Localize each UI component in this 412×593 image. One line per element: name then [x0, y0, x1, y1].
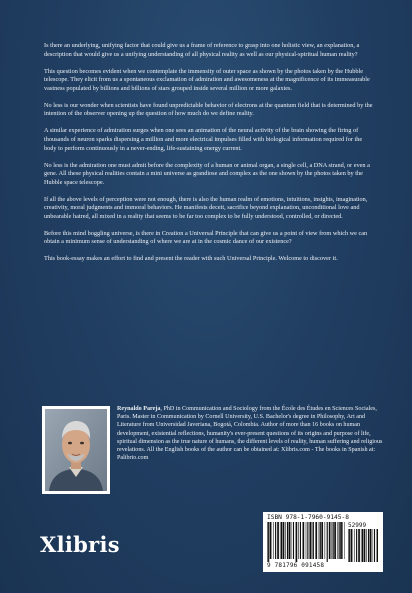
ean-barcode-bars — [267, 522, 345, 562]
author-portrait-image — [45, 409, 107, 491]
blurb-paragraph-5: No less is the admiration one must admit before the complexity of a human or animal organ, a single cell, a DNA strand, or even a gene. All these physical realities contain a mini universe as grandiose and complex as the one shown by the photos taken by the Hubble space telescope. — [44, 161, 370, 186]
isbn-barcode — [263, 512, 383, 572]
blurb-paragraph-6: If all the above levels of perception were not enough, there is also the human realm of emotions, intuitions, insights, imagination, creativity, moral judgments and immoral behaviors. He manifests deceit, sacrifice beyond explanation, unconditional love and unbearable hatred, all mixed in a reality that seems to be far too complex to be fully understood, controlled, or directed. — [44, 195, 368, 220]
price-code: 52999 — [348, 522, 367, 529]
publisher-logo: Xlibris — [40, 532, 120, 557]
blurb-text — [44, 42, 374, 272]
blurb-paragraph-7: Before this mind boggling universe, is there in Creation a Universal Principle that can give us a point of view from which we can obtain a minimum sense of understanding of where we are at in the cosmic dance of our existence? — [44, 229, 368, 246]
blurb-paragraph-3: No less is our wonder when scientists have found unpredictable behavior of electrons at the quantum field that is determined by the intention of the observer opening up the question of how much do we define reality. — [44, 101, 373, 118]
author-name: Reynaldo Pareja — [117, 406, 161, 412]
ean-digits: 9 781796 091458 — [267, 562, 325, 569]
blurb-paragraph-8: This book-essay makes an effort to find and present the reader with such Universal Principle. Welcome to discover it. — [44, 255, 338, 263]
blurb-paragraph-1: Is there an underlying, unifying factor that could give us a frame of reference to grasp into one holistic view, an explanation, a description that would give us a unifying understanding of all physical reality as well as our physical-spiritual human reality? — [44, 42, 360, 58]
addon-barcode-bars — [348, 529, 378, 562]
author-photo — [42, 406, 110, 494]
author-bio-text: , PhD in Communication and Sociology from the École des Études en Sciences Sociales, Paris. Master in Communication by Cornell University, U.S. Bachelor's degree in Philosophy, Art and Literature from Universidad Javeriana, Bogotá, Colombia. Author of more than 16 books on human development, existential reflections, humanity's ever-present questions of its origins and purpose of life, spiritual dimension as the true nature of humans, the different levels of reality, human suffering and religious revelations. All the English books of the author can be obtained at: Xlibris.com - The books in Spanish at: Palibrio.com — [117, 406, 383, 462]
blurb-paragraph-2: This question becomes evident when we contemplate the immensity of outer space as shown by the photos taken by the Hubble telescope. They elicit from us a spontaneous exclamation of admiration and awesomeness at the magnificence of its immeasurable vastness populated by billions and billions of stars grouped inside several million or more galaxies. — [44, 67, 370, 92]
isbn-label: ISBN 978-1-7960-9145-8 — [267, 514, 349, 521]
blurb-paragraph-4: A similar experience of admiration surges when one sees an animation of the neural activity of the brain showing the firing of thousands of neuron sparks dispersing a million and more electrical impulses filled with biological information required for the body to perform continuously in a never-ending, life-sustaining energy current. — [44, 127, 363, 152]
author-bio — [117, 405, 383, 462]
